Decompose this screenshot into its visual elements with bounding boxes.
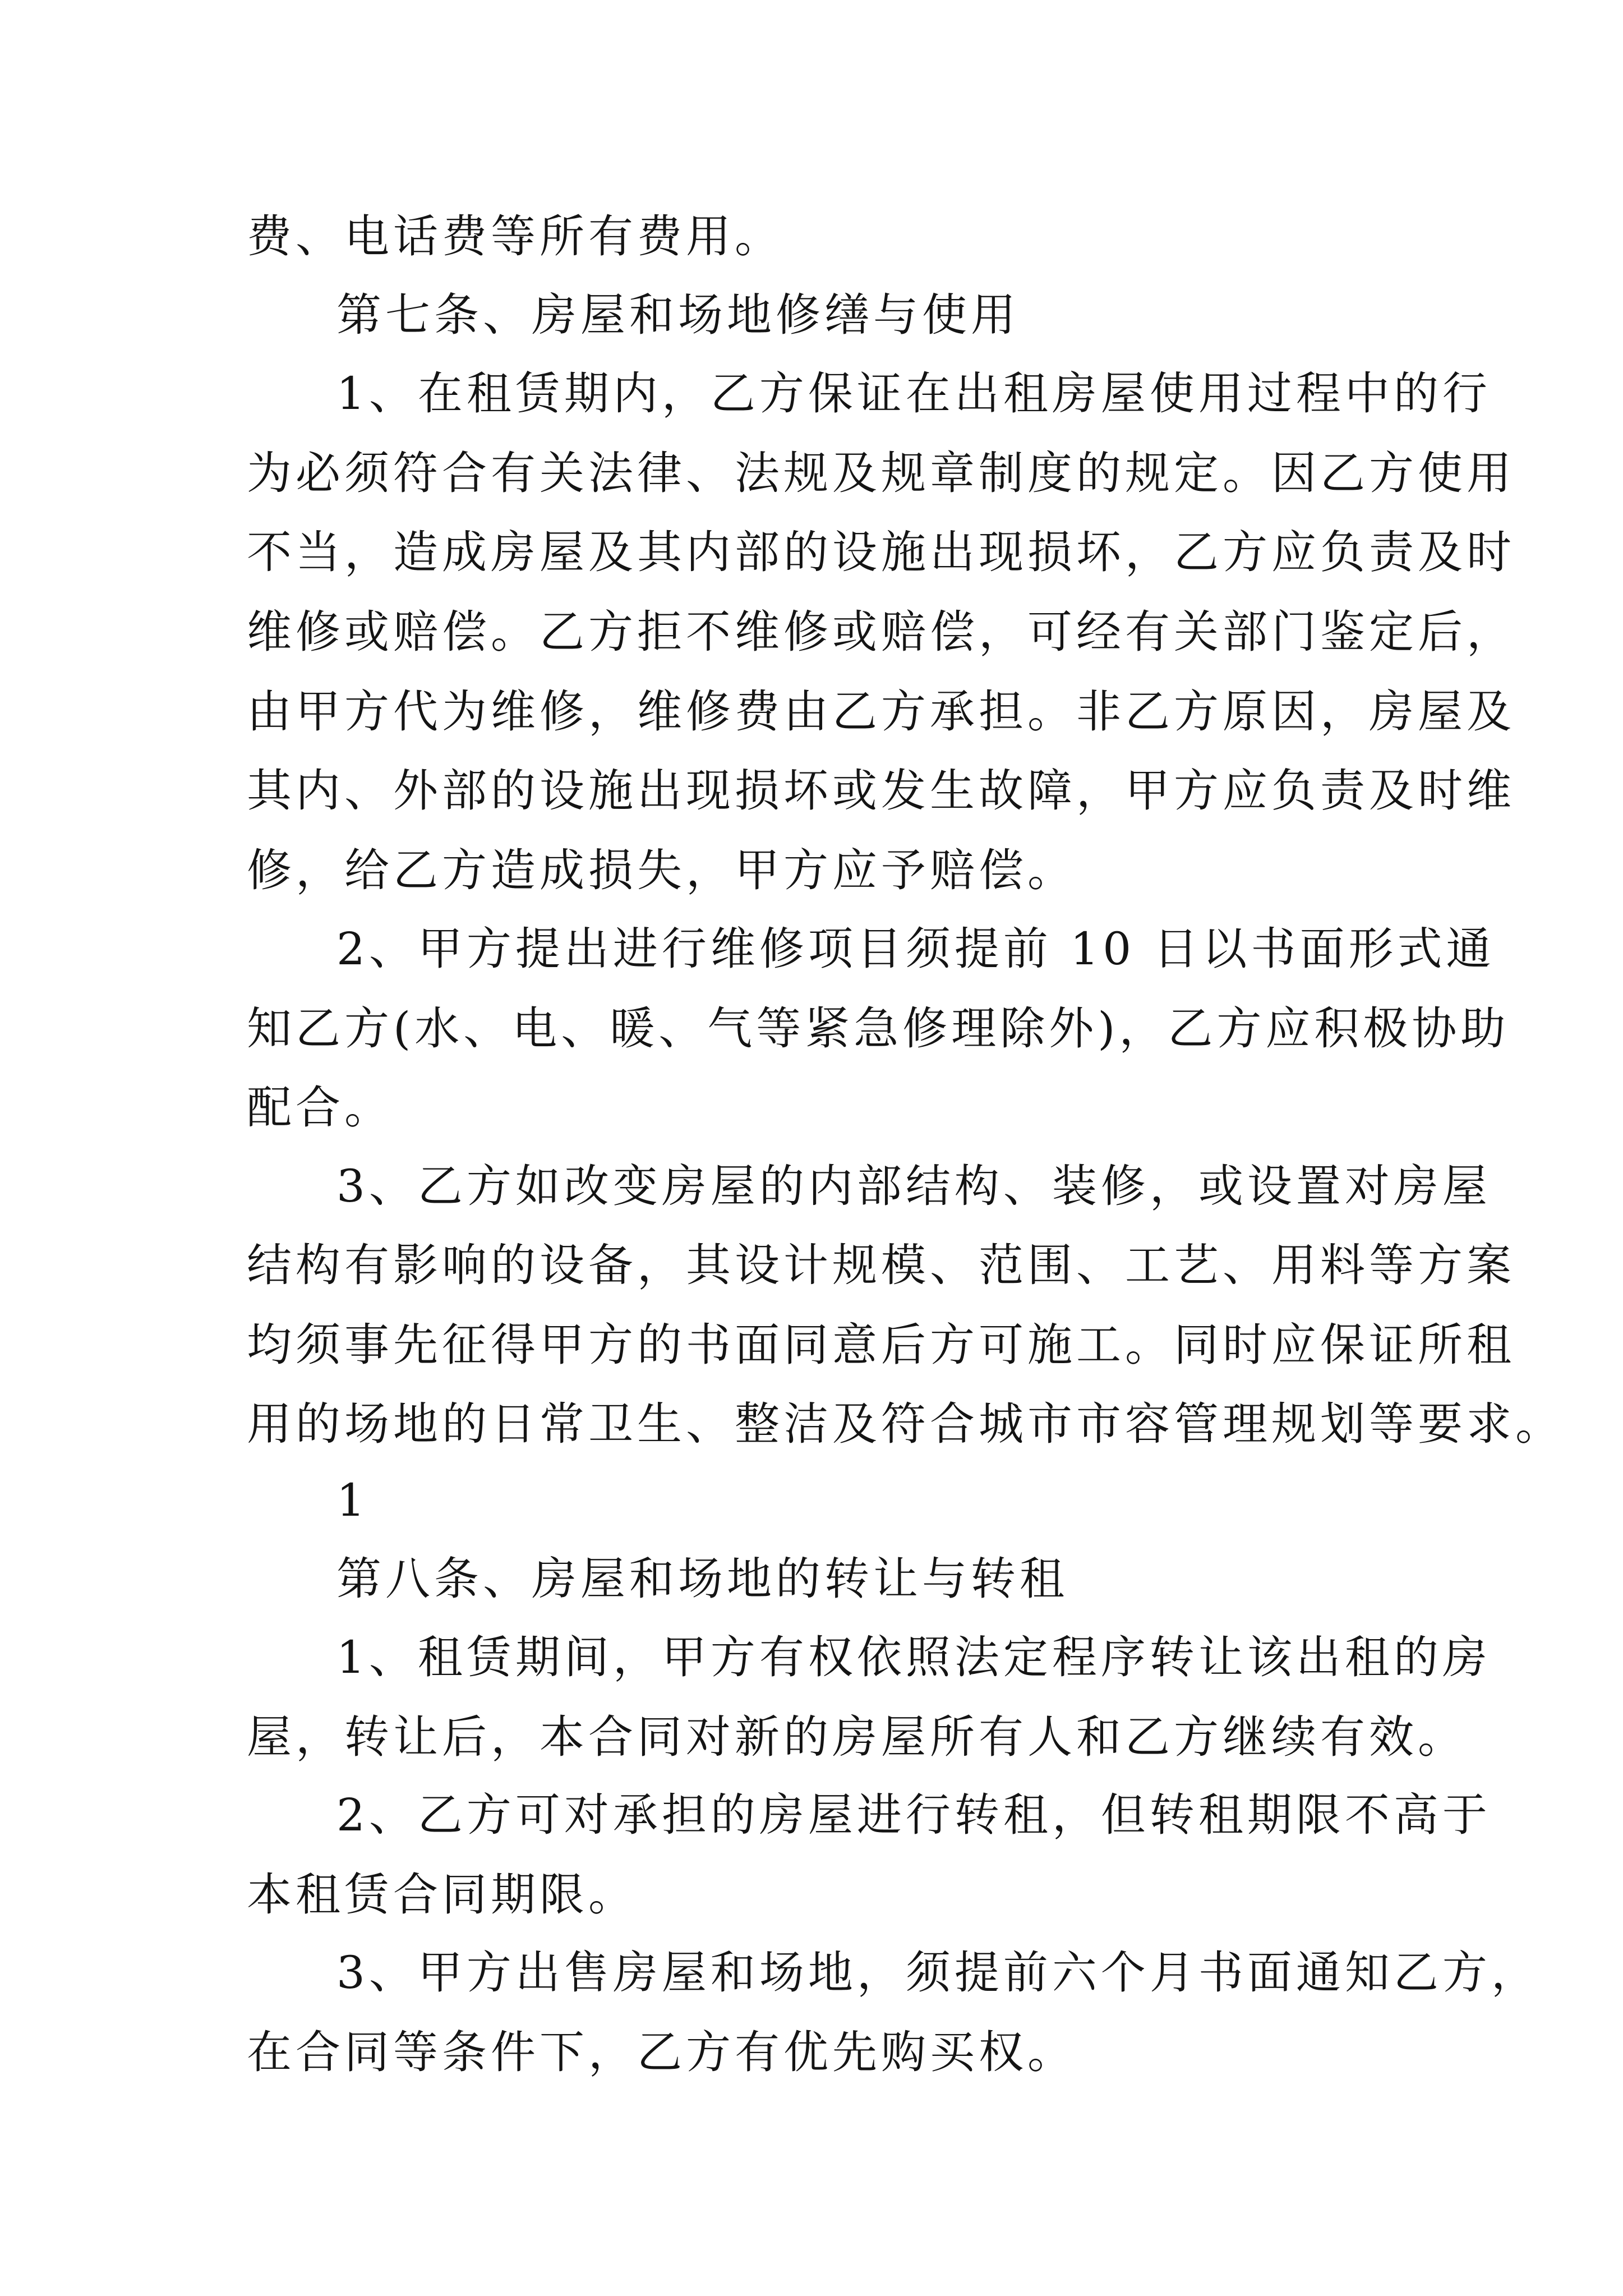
text-line: 配合。 bbox=[247, 1082, 393, 1134]
text-line: 3、甲方出售房屋和场地，须提前六个月书面通知乙方， bbox=[336, 1947, 1540, 1999]
text-line: 其内、外部的设施出现损坏或发生故障，甲方应负责及时维 bbox=[247, 765, 1515, 817]
text-line: 由甲方代为维修，维修费由乙方承担。非乙方原因，房屋及 bbox=[247, 685, 1515, 738]
text-line: 为必须符合有关法律、法规及规章制度的规定。因乙方使用 bbox=[247, 447, 1515, 499]
text-line: 在合同等条件下，乙方有优先购买权。 bbox=[247, 2026, 1076, 2078]
text-line: 2、甲方提出进行维修项目须提前 10 日以书面形式通 bbox=[336, 923, 1495, 975]
text-line: 1、在租赁期内，乙方保证在出租房屋使用过程中的行 bbox=[336, 367, 1491, 420]
text-line: 维修或赔偿。乙方拒不维修或赔偿，可经有关部门鉴定后， bbox=[247, 606, 1515, 658]
text-line: 不当，造成房屋及其内部的设施出现损坏，乙方应负责及时 bbox=[247, 526, 1515, 578]
text-line: 2、乙方可对承担的房屋进行转租，但转租期限不高于 bbox=[336, 1789, 1491, 1841]
text-line: 费、电话费等所有费用。 bbox=[247, 210, 783, 263]
text-line: 本租赁合同期限。 bbox=[247, 1869, 637, 1921]
text-line: 1、租赁期间，甲方有权依照法定程序转让该出租的房 bbox=[336, 1631, 1491, 1683]
page-number: 1 bbox=[336, 1474, 369, 1526]
section-heading-8: 第八条、房屋和场地的转让与转租 bbox=[336, 1553, 1068, 1605]
text-line: 均须事先征得甲方的书面同意后方可施工。同时应保证所租 bbox=[247, 1319, 1515, 1371]
text-line: 屋，转让后，本合同对新的房屋所有人和乙方继续有效。 bbox=[247, 1711, 1467, 1763]
text-line: 修，给乙方造成损失，甲方应予赔偿。 bbox=[247, 844, 1076, 896]
text-line: 3、乙方如改变房屋的内部结构、装修，或设置对房屋 bbox=[336, 1160, 1491, 1212]
text-line: 知乙方(水、电、暖、气等紧急修理除外)，乙方应积极协助 bbox=[247, 1002, 1510, 1055]
text-line: 用的场地的日常卫生、整洁及符合城市市容管理规划等要求。 bbox=[247, 1398, 1564, 1450]
text-line: 结构有影响的设备，其设计规模、范围、工艺、用料等方案 bbox=[247, 1239, 1515, 1291]
section-heading-7: 第七条、房屋和场地修缮与使用 bbox=[336, 289, 1020, 341]
